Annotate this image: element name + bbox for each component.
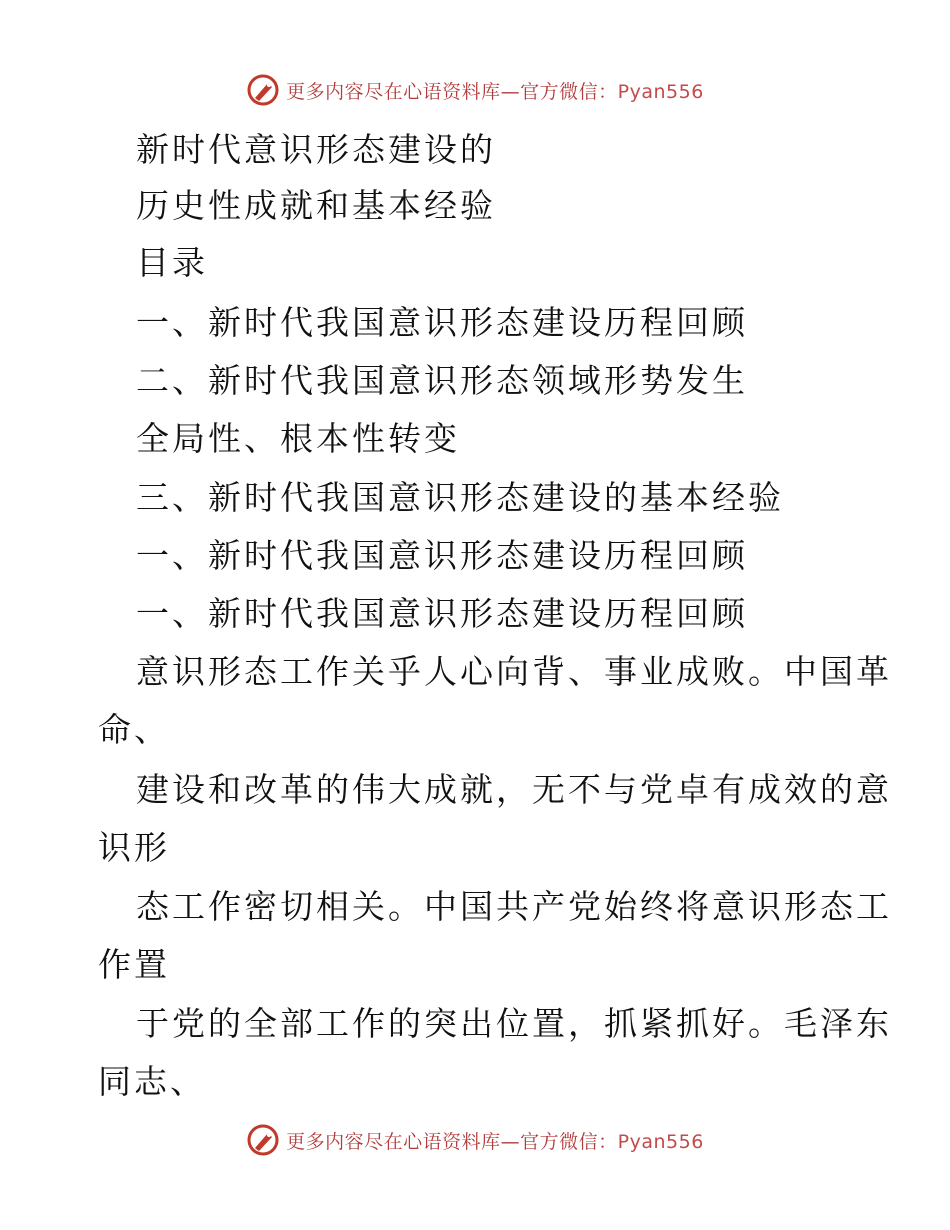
footer-watermark [0, 1120, 950, 1160]
body-line: 态工作密切相关。中国共产党始终将意识形态工 [136, 887, 892, 926]
body-line: 建设和改革的伟大成就，无不与党卓有成效的意 [136, 770, 892, 809]
watermark-wechat-id: Pyan556 [617, 1130, 704, 1153]
toc-item: 一、新时代我国意识形态建设历程回顾 [136, 303, 748, 342]
header-watermark [0, 70, 950, 110]
watermark-text: 更多内容尽在心语资料库—官方微信：Pyan556 [286, 1130, 704, 1153]
body-line: 意识形态工作关乎人心向背、事业成败。中国革 [136, 652, 892, 691]
toc-item: 二、新时代我国意识形态领域形势发生 [136, 361, 748, 400]
pen-nib-logo-icon [246, 73, 280, 107]
body-line: 命、 [98, 710, 170, 749]
doc-title-line-1: 新时代意识形态建设的 [136, 130, 496, 169]
section-heading: 一、新时代我国意识形态建设历程回顾 [136, 594, 748, 633]
toc-item: 全局性、根本性转变 [136, 419, 460, 458]
body-line: 于党的全部工作的突出位置，抓紧抓好。毛泽东 [136, 1004, 892, 1043]
body-line: 作置 [98, 945, 170, 984]
watermark-wechat-id: Pyan556 [617, 80, 704, 103]
body-line: 同志、 [98, 1062, 206, 1101]
body-line: 识形 [98, 828, 170, 867]
toc-heading: 目录 [136, 243, 208, 282]
pen-nib-logo-icon [246, 1123, 280, 1157]
doc-title-line-2: 历史性成就和基本经验 [136, 186, 496, 225]
section-heading: 一、新时代我国意识形态建设历程回顾 [136, 536, 748, 575]
watermark-text: 更多内容尽在心语资料库—官方微信：Pyan556 [286, 80, 704, 103]
toc-item: 三、新时代我国意识形态建设的基本经验 [136, 478, 784, 517]
